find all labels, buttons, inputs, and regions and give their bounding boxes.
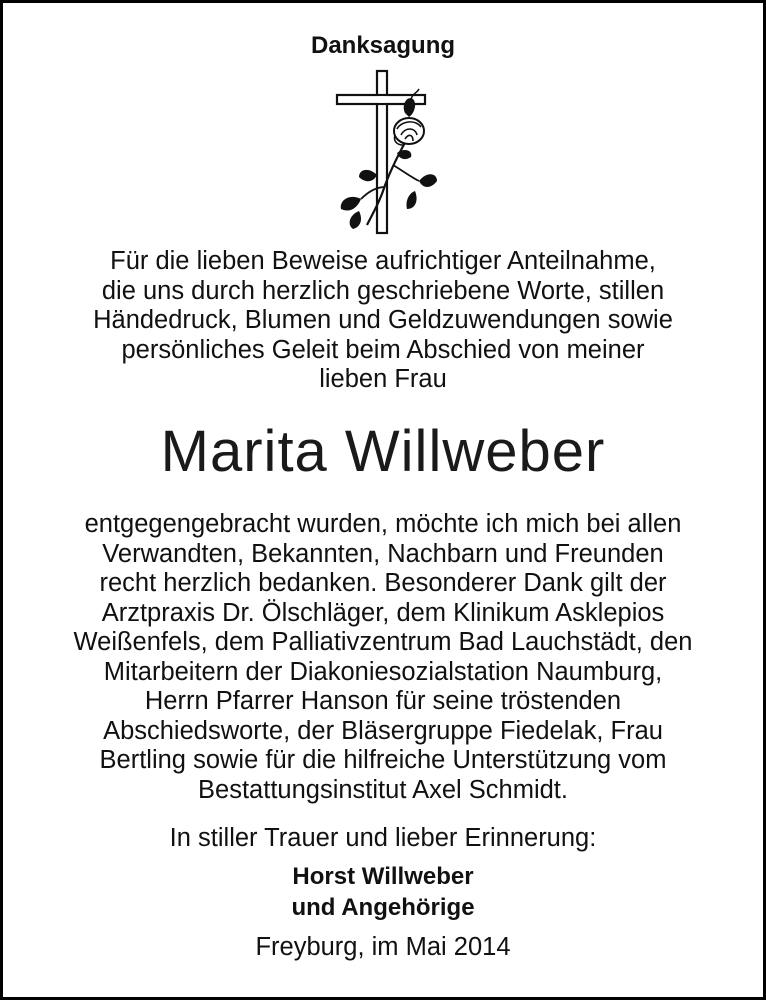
body-line: Herrn Pfarrer Hanson für seine tröstenden	[144, 687, 622, 715]
intro-line: Für die lieben Beweise aufrichtiger Anteilnahme,	[110, 247, 656, 275]
body-line: Arztpraxis Dr. Ölschläger, dem Klinikum Asklepios	[101, 598, 665, 627]
notice-heading: Danksagung	[310, 32, 456, 59]
body-line: Bestattungsinstitut Axel Schmidt.	[198, 775, 568, 804]
place-date: Freyburg, im Mai 2014	[255, 933, 511, 961]
cross-with-rose-icon	[331, 69, 441, 237]
body-line: recht herzlich bedanken. Besonderer Dank gilt der	[99, 569, 667, 597]
body-line: Mitarbeitern der Diakoniesozialstation Naumburg,	[103, 657, 663, 686]
body-line: Abschiedsworte, der Bläsergruppe Fiedelak, Frau	[103, 716, 663, 745]
body-line: entgegengebracht wurden, möchte ich mich bei allen	[84, 510, 682, 538]
intro-line: persönliches Geleit beim Abschied von meiner	[121, 335, 645, 364]
deceased-name: Marita Willweber	[160, 419, 606, 484]
intro-line: lieben Frau	[319, 365, 447, 393]
body-line: Weißenfels, dem Palliativzentrum Bad Lauchstädt, den	[73, 628, 693, 656]
intro-line: die uns durch herzlich geschriebene Worte, stillen	[101, 276, 665, 305]
body-line: Verwandten, Bekannten, Nachbarn und Freunden	[102, 539, 664, 568]
closing-line: In stiller Trauer und lieber Erinnerung:	[169, 824, 597, 852]
body-line: Bertling sowie für die hilfreiche Unterstützung vom	[99, 746, 667, 774]
signers	[3, 861, 763, 923]
signer-relatives: und Angehörige	[291, 894, 475, 921]
intro-line: Händedruck, Blumen und Geldzuwendungen sowie	[93, 306, 673, 334]
intro-text	[23, 247, 743, 395]
body-text	[23, 510, 743, 805]
signer-name: Horst Willweber	[292, 863, 474, 890]
